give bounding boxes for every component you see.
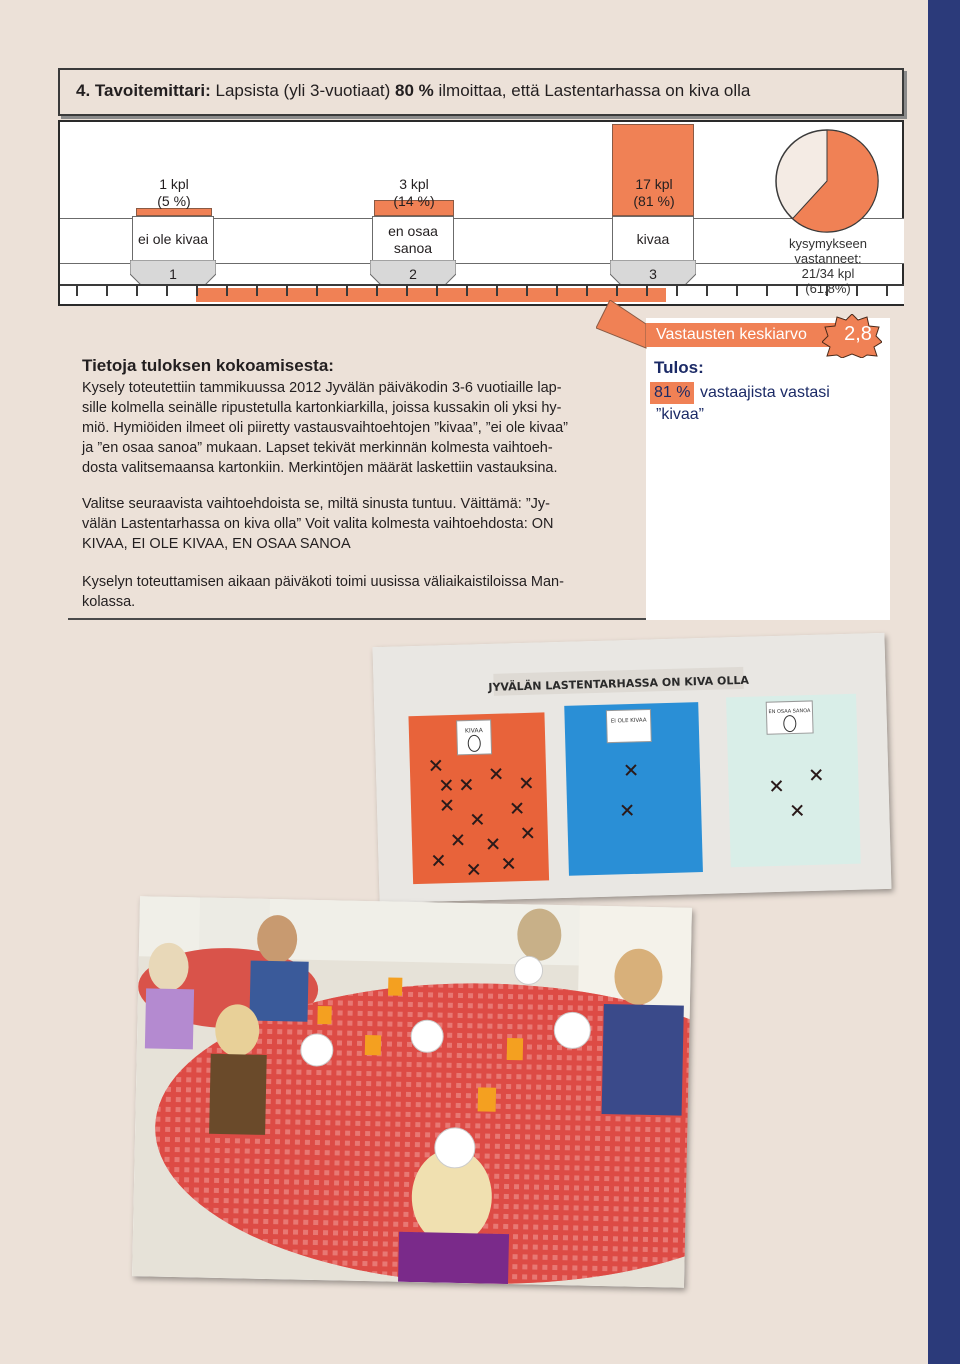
option-label-3: kivaa xyxy=(636,231,670,247)
p1-line: ja ”en osaa sanoa” mukaan. Lapset tekivät merkinnän kolmesta vaihtoeh- xyxy=(82,440,553,456)
option-box-3 xyxy=(612,216,694,262)
ruler-tick xyxy=(76,286,78,296)
p2-line: Valitse seuraavista vaihtoehdoista se, miltä sinusta tuntuu. Väittämä: ”Jy- xyxy=(82,496,550,512)
option-label-2b: sanoa xyxy=(393,240,433,256)
pct-option-1: (5 %) xyxy=(157,193,191,209)
respondents-line2: vastanneet: xyxy=(794,251,862,266)
ruler-tick xyxy=(646,286,648,296)
option-box-1 xyxy=(132,216,214,262)
option-label-1: ei ole kivaa xyxy=(137,231,209,247)
ruler-tick xyxy=(496,286,498,296)
ruler-tick xyxy=(586,286,588,296)
count-option-2: 3 kpl xyxy=(399,176,429,192)
ruler-tick xyxy=(706,286,708,296)
pct-option-2: (14 %) xyxy=(393,193,435,209)
count-label-option-2 xyxy=(372,176,456,210)
result-text: vastaajista vastasi xyxy=(700,384,830,401)
info-paragraph-3 xyxy=(82,572,622,612)
respondents-pie xyxy=(774,128,880,234)
option-number-1: 1 xyxy=(169,266,177,282)
option-number-2: 2 xyxy=(409,266,417,282)
photo-survey-sheets xyxy=(373,633,892,903)
page-title xyxy=(76,81,750,101)
average-label: Vastausten keskiarvo xyxy=(656,326,807,343)
info-paragraph-2 xyxy=(82,494,622,554)
ruler-tick xyxy=(436,286,438,296)
respondents-line3: 21/34 kpl xyxy=(801,266,855,281)
sheet-label-1: KIVAA xyxy=(464,727,483,735)
respondents-caption xyxy=(764,236,892,296)
respondents-line1: kysymykseen xyxy=(788,236,868,251)
p3-line: Kyselyn toteuttamisen aikaan päiväkoti toimi uusissa väliaikaistiloissa Man- xyxy=(82,574,564,590)
title-bold-pct: 80 % xyxy=(395,81,434,100)
sheet-banner-text: JYVÄLÄN LASTENTARHASSA ON KIVA OLLA xyxy=(488,673,750,694)
ruler-tick xyxy=(136,286,138,296)
p2-line: KIVAA, EI OLE KIVAA, EN OSAA SANOA xyxy=(82,536,351,552)
respondents-line4: (61,8%) xyxy=(805,281,851,296)
ruler-tick xyxy=(106,286,108,296)
average-value: 2,8 xyxy=(844,323,872,345)
option-box-2 xyxy=(372,216,454,262)
p1-line: sille kolmella seinälle ripustetulla kartonkiarkilla, joissa kussakin oli yksi hy- xyxy=(82,400,562,416)
ruler-tick xyxy=(676,286,678,296)
p2-line: välän Lastentarhassa on kiva olla” Voit valita kolmesta vaihtoehdosta: ON xyxy=(82,516,554,532)
children-table-illustration xyxy=(132,896,692,1287)
ruler-tick xyxy=(466,286,468,296)
info-paragraph-1 xyxy=(82,378,622,478)
photo-children-at-table xyxy=(132,896,692,1287)
title-text-a: Lapsista (yli 3-vuotiaat) xyxy=(210,81,396,100)
p3-line: kolassa. xyxy=(82,594,136,610)
page-edge-stripe xyxy=(928,0,960,1364)
result-percentage: 81 % xyxy=(650,382,694,404)
ruler-tick xyxy=(736,286,738,296)
sheet-label-3: EN OSAA SANOA xyxy=(768,707,811,716)
ruler-tick xyxy=(526,286,528,296)
sheet-label-2: EI OLE KIVAA xyxy=(610,717,647,725)
ruler-tick xyxy=(316,286,318,296)
ruler-tick xyxy=(166,286,168,296)
count-option-1: 1 kpl xyxy=(159,176,189,192)
ruler-tick xyxy=(346,286,348,296)
result-title: Tulos: xyxy=(654,358,704,377)
p1-line: Kysely toteutettiin tammikuussa 2012 Jyvälän päiväkodin 3-6 vuotiaille lap- xyxy=(82,380,562,396)
result-text-2: ”kivaa” xyxy=(656,406,705,423)
ruler-tick xyxy=(616,286,618,296)
p1-line: dosta valitsemaansa kartonkiin. Merkintöjen määrät laskettiin vastauksina. xyxy=(82,460,558,476)
survey-sheets-illustration xyxy=(373,633,892,903)
title-prefix: 4. Tavoitemittari: xyxy=(76,81,211,100)
pointer-arrow xyxy=(596,300,648,350)
info-title: Tietoja tuloksen kokoamisesta: xyxy=(82,356,334,375)
count-option-3: 17 kpl xyxy=(635,176,673,192)
pct-option-3: (81 %) xyxy=(633,193,675,209)
p1-line: miö. Hymiöiden ilmeet oli piiretty vastausvaihtoehtojen ”kivaa”, ”ei ole kivaa” xyxy=(82,420,568,436)
title-text-b: ilmoittaa, että Lastentarhassa on kiva olla xyxy=(433,81,751,100)
count-label-option-3 xyxy=(612,176,696,210)
ruler-tick xyxy=(286,286,288,296)
ruler-tick xyxy=(256,286,258,296)
option-label-2a: en osaa xyxy=(388,223,438,239)
ruler-tick xyxy=(196,286,198,296)
count-label-option-1 xyxy=(132,176,216,210)
ruler-tick xyxy=(226,286,228,296)
ruler-tick xyxy=(556,286,558,296)
ruler-tick xyxy=(406,286,408,296)
option-number-3: 3 xyxy=(649,266,657,282)
ruler-tick xyxy=(376,286,378,296)
